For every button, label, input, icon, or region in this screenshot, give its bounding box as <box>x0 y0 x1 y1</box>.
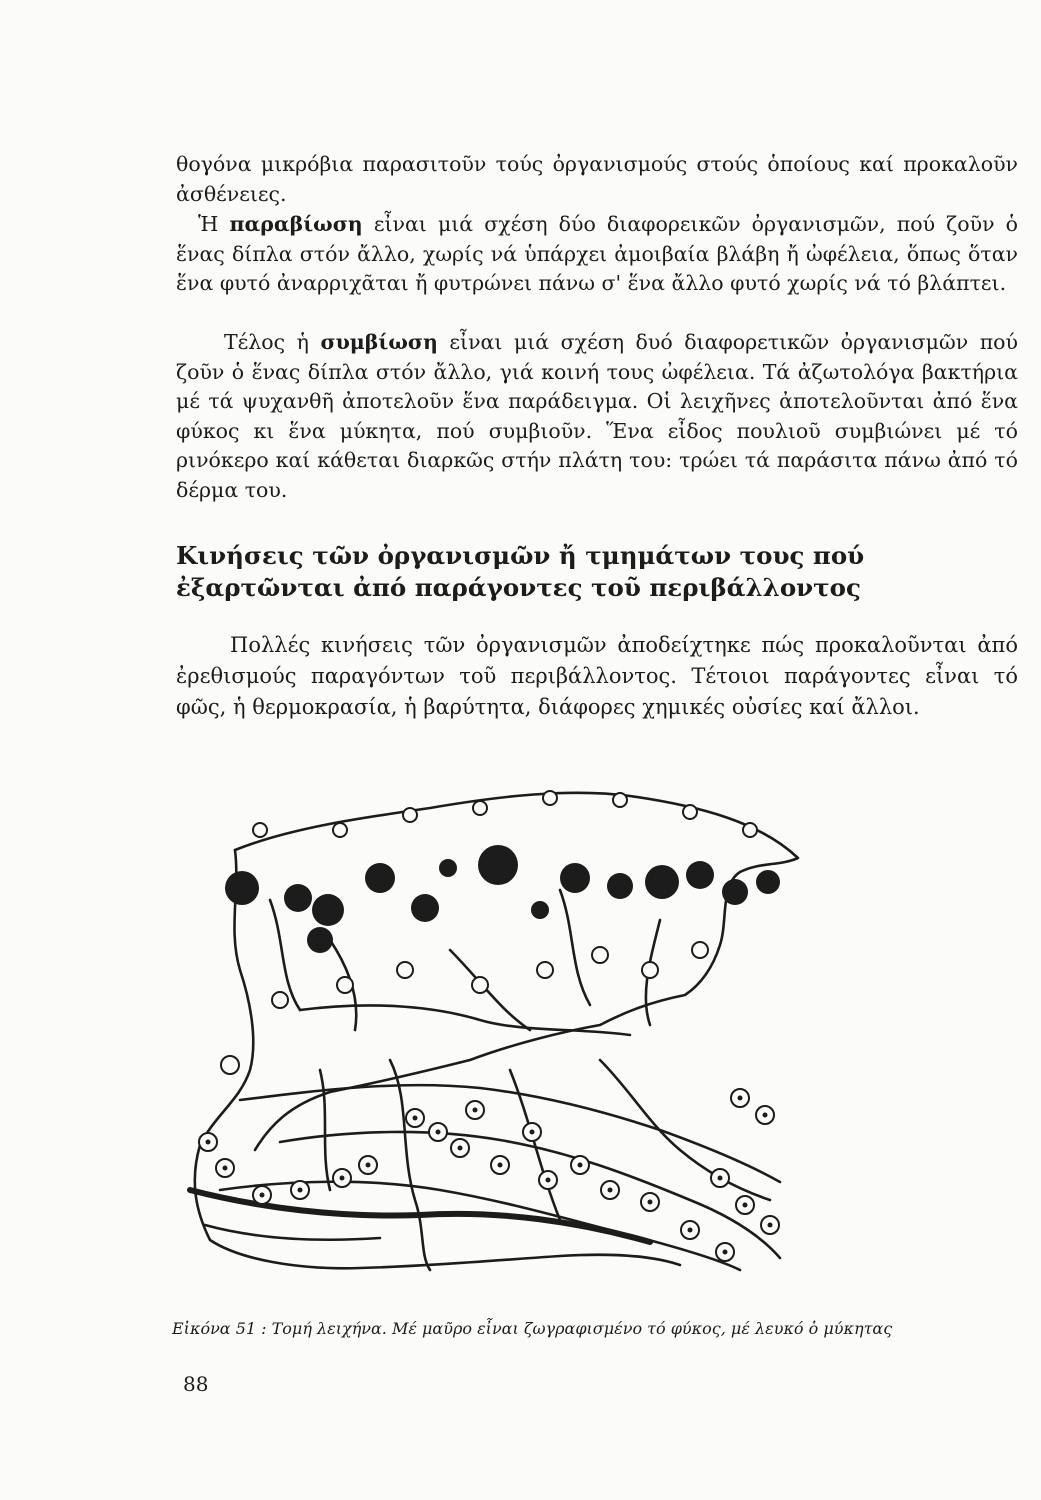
paragraph-text: Πολλές κινήσεις τῶν ὀργανισμῶν ἀποδείχτηκε πώς προκαλοῦνται ἀπό ἐρεθισμούς παραγόντων τοῦ περιβάλλοντος. Τέτοιοι παράγοντες εἶναι τό φῶς, ἡ θερμοκρασία, ἡ βαρύτητα, διάφορες χημικές οὐσίες καί ἄλλοι. <box>176 633 1018 719</box>
fungal-cell <box>333 823 347 837</box>
hypha <box>560 890 590 1005</box>
hypha <box>390 1060 430 1270</box>
hypha <box>320 1070 330 1190</box>
fungal-cell <box>537 962 553 978</box>
term-symbiosis: συμβίωση <box>320 330 438 354</box>
hypha <box>300 1005 630 1035</box>
term-paravíosi: παραβίωση <box>229 212 363 236</box>
paragraph-movements <box>176 630 1018 723</box>
algal-cell <box>560 863 590 893</box>
algal-cell <box>411 894 439 922</box>
algal-cell <box>225 871 259 905</box>
fungal-cell <box>592 947 608 963</box>
hypha <box>240 1085 780 1182</box>
fungal-cell <box>272 992 288 1008</box>
algal-cell <box>307 927 333 953</box>
fungal-cell <box>472 977 488 993</box>
upper-cortex-outline <box>235 793 798 1150</box>
fungal-cell <box>473 801 487 815</box>
algal-cell <box>531 901 549 919</box>
algal-cell <box>722 879 748 905</box>
hypha <box>600 1060 770 1200</box>
fungal-cell <box>543 791 557 805</box>
algal-cell <box>365 863 395 893</box>
hypha <box>450 950 530 1030</box>
fungal-cell <box>221 1056 239 1074</box>
algal-cell <box>756 870 780 894</box>
paragraph-text-after: εἶναι μιά σχέση δύο διαφορεικῶν ὀργανισμῶν, πού ζοῦν ὁ ἕνας δίπλα στόν ἄλλο, χωρίς νά ὑπάρχει ἀμοιβαία βλάβη ἤ ὠφέλεια, ὅπως ὅταν ἕνα φυτό ἀναρριχᾶται ἤ φυτρώνει πάνω σ' ἕνα ἄλλο φυτό χωρίς νά τό βλάπτει. <box>176 212 1018 296</box>
algal-cell <box>439 859 457 877</box>
fungal-cell <box>743 823 757 837</box>
figure-caption: Εἰκόνα 51 : Τομή λειχήνα. Μέ μαῦρο εἶναι ζωγραφισμένο τό φύκος, μέ λευκό ὁ μύκητας <box>172 1319 893 1338</box>
fungal-cell <box>642 962 658 978</box>
paragraph-text: θογόνα μικρόβια παρασιτοῦν τούς ὀργανισμούς στούς ὁποίους καί προκαλοῦν ἀσθένειες. <box>176 152 1018 206</box>
page-number: 88 <box>183 1372 209 1396</box>
fungal-cell <box>403 808 417 822</box>
fungal-cell <box>692 942 708 958</box>
fungal-cell <box>253 823 267 837</box>
paragraph-paravíosi <box>176 210 1018 299</box>
section-heading: Κινήσεις τῶν ὀργανισμῶν ἤ τμημάτων τους πού ἐξαρτῶνται ἀπό παράγοντες τοῦ περιβάλλοντος <box>176 541 865 602</box>
algal-cell <box>284 884 312 912</box>
paragraph-text-before: Τέλος ἡ <box>224 330 321 354</box>
algal-cell <box>607 873 633 899</box>
algal-cell <box>645 865 679 899</box>
paragraph-text-after: εἶναι μιά σχέση δυό διαφορετικῶν ὀργανισμῶν πού ζοῦν ὁ ἕνας δίπλα στόν ἄλλο, γιά κοινή τους ὠφέλεια. Τά ἀζωτολόγα βακτήρια μέ τά ψυχανθῆ ἀποτελοῦν ἕνα παράδειγμα. Οἱ λειχῆνες ἀποτελοῦνται ἀπό ἕνα φύκος κι ἕνα μύκητα, πού συμβιοῦν. Ἕνα εἶδος πουλιοῦ συμβιώνει μέ τό ρινόκερο καί κάθεται διαρκῶς στήν πλάτη του: τρώει τά παράσιτα πάνω ἀπό τό δέρμα του. <box>176 330 1018 502</box>
fungal-cell <box>397 962 413 978</box>
fungal-cell <box>337 977 353 993</box>
paragraph-symbiosis <box>176 328 1018 506</box>
fungal-cell <box>613 793 627 807</box>
fungal-cell <box>683 805 697 819</box>
paragraph-text-before: Ἡ <box>198 212 230 236</box>
lichen-section-illustration <box>180 770 815 1300</box>
paragraph-parasitism-end <box>176 150 1018 209</box>
algal-cell <box>478 845 518 885</box>
hypha <box>510 1070 560 1220</box>
hypha <box>205 1225 380 1240</box>
algal-cell <box>686 861 714 889</box>
algal-cell <box>312 894 344 926</box>
